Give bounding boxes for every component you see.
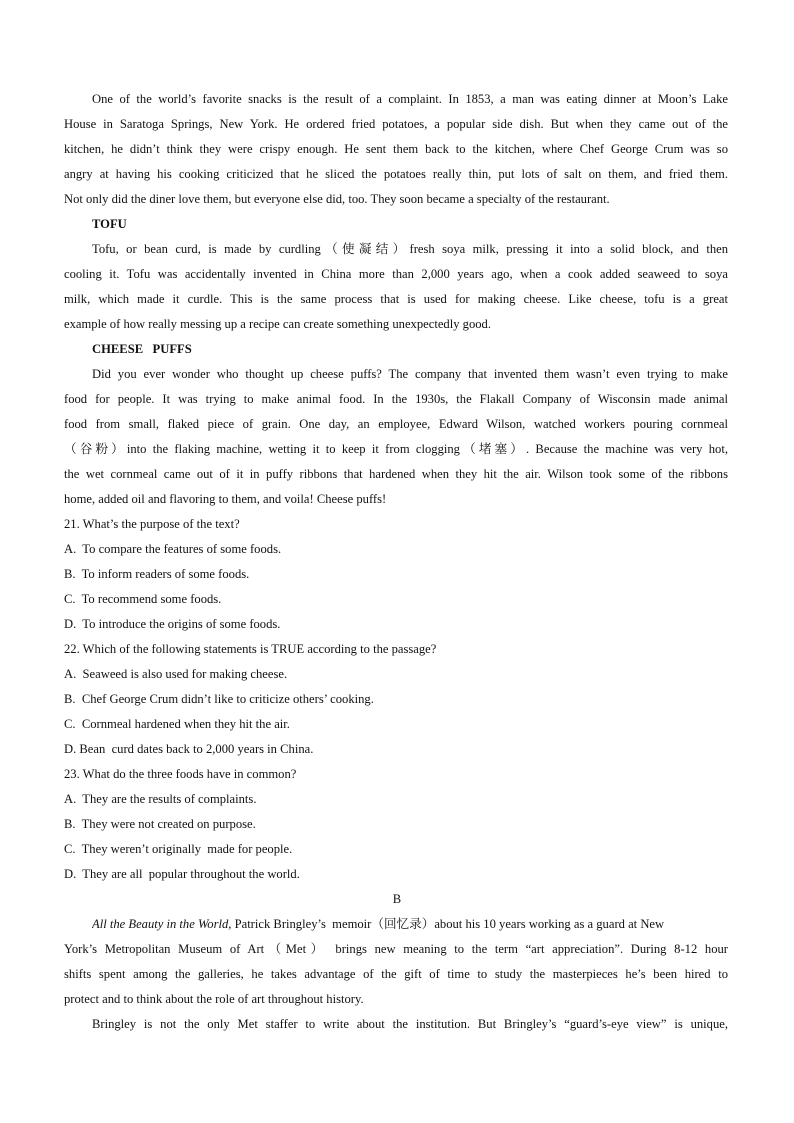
section-label: B [392,892,402,906]
answer-option: B. To inform readers of some foods. [64,567,250,581]
paragraph-line: food for people. It was trying to make animal food. In the 1930s, the Flakall Company of Wisconsin made animal [64,392,728,406]
paragraph-line: food from small, flaked piece of grain. One day, an employee, Edward Wilson, watched workers pouring cornmeal [64,417,728,431]
answer-option: B. Chef George Crum didn’t like to criticize others’ cooking. [64,692,374,706]
answer-option: B. They were not created on purpose. [64,817,256,831]
answer-option: C. To recommend some foods. [64,592,222,606]
answer-option: C. They weren’t originally made for people. [64,842,293,856]
answer-option: D. To introduce the origins of some foods. [64,617,281,631]
paragraph-line: Did you ever wonder who thought up cheese puffs? The company that invented them wasn’t even trying to make [92,367,728,381]
paragraph-line: milk, which made it curdle. This is the same process that is used for making cheese. Like cheese, tofu is a great [64,292,728,306]
answer-option: A. Seaweed is also used for making cheese. [64,667,288,681]
paragraph-line: Tofu, or bean curd, is made by curdling（使凝结）fresh soya milk, pressing it into a solid block, and then [92,242,728,256]
paragraph-line: Not only did the diner love them, but everyone else did, too. They soon became a specialty of the restaurant. [64,192,610,206]
paragraph-line: angry at having his cooking criticized that he sliced the potatoes really thin, put lots of salt on them, and fried them. [64,167,728,181]
answer-option: A. They are the results of complaints. [64,792,257,806]
paragraph-line: the wet cornmeal came out of it in puffy ribbons that hardened when they hit the air. Wilson took some of the ribbons [64,467,728,481]
paragraph-line: protect and to think about the role of art throughout history. [64,992,364,1006]
paragraph-line: House in Saratoga Springs, New York. He ordered fried potatoes, a popular side dish. But when they came out of the [64,117,728,131]
question-stem: 22. Which of the following statements is TRUE according to the passage? [64,642,437,656]
paragraph-line: kitchen, he didn’t think they were crispy enough. He sent them back to the kitchen, where Chef George Crum was so [64,142,728,156]
question-stem: 21. What’s the purpose of the text? [64,517,240,531]
paragraph-line: Bringley is not the only Met staffer to write about the institution. But Bringley’s “guard’s-eye view” is unique, [92,1017,728,1031]
section-heading-cheese-puffs: CHEESE PUFFS [92,342,192,356]
paragraph-line: cooling it. Tofu was accidentally invented in China more than 2,000 years ago, when a cook added seaweed to soya [64,267,728,281]
answer-option: D. Bean curd dates back to 2,000 years in China. [64,742,314,756]
answer-option: D. They are all popular throughout the world. [64,867,300,881]
paragraph-line: example of how really messing up a recipe can create something unexpectedly good. [64,317,491,331]
paragraph-line: （谷粉）into the flaking machine, wetting it to keep it from clogging（堵塞）. Because the machine was very hot, [64,442,728,456]
paragraph-line: shifts spent among the galleries, he takes advantage of the gift of time to study the masterpieces he’s been hired to [64,967,728,981]
paragraph-line: home, added oil and flavoring to them, and voila! Cheese puffs! [64,492,387,506]
paragraph-line: York’s Metropolitan Museum of Art（Met） brings new meaning to the term “art appreciation”. During 8-12 hour [64,942,728,956]
question-stem: 23. What do the three foods have in common? [64,767,297,781]
section-heading-tofu: TOFU [92,217,127,231]
answer-option: A. To compare the features of some foods. [64,542,282,556]
book-title: All the Beauty in the World [92,917,229,931]
paragraph-text: , Patrick Bringley’s memoir（回忆录）about his 10 years working as a guard at New [228,917,665,931]
paragraph-line [92,912,728,937]
answer-option: C. Cornmeal hardened when they hit the air. [64,717,290,731]
paragraph-line: One of the world’s favorite snacks is the result of a complaint. In 1853, a man was eating dinner at Moon’s Lake [92,92,728,106]
